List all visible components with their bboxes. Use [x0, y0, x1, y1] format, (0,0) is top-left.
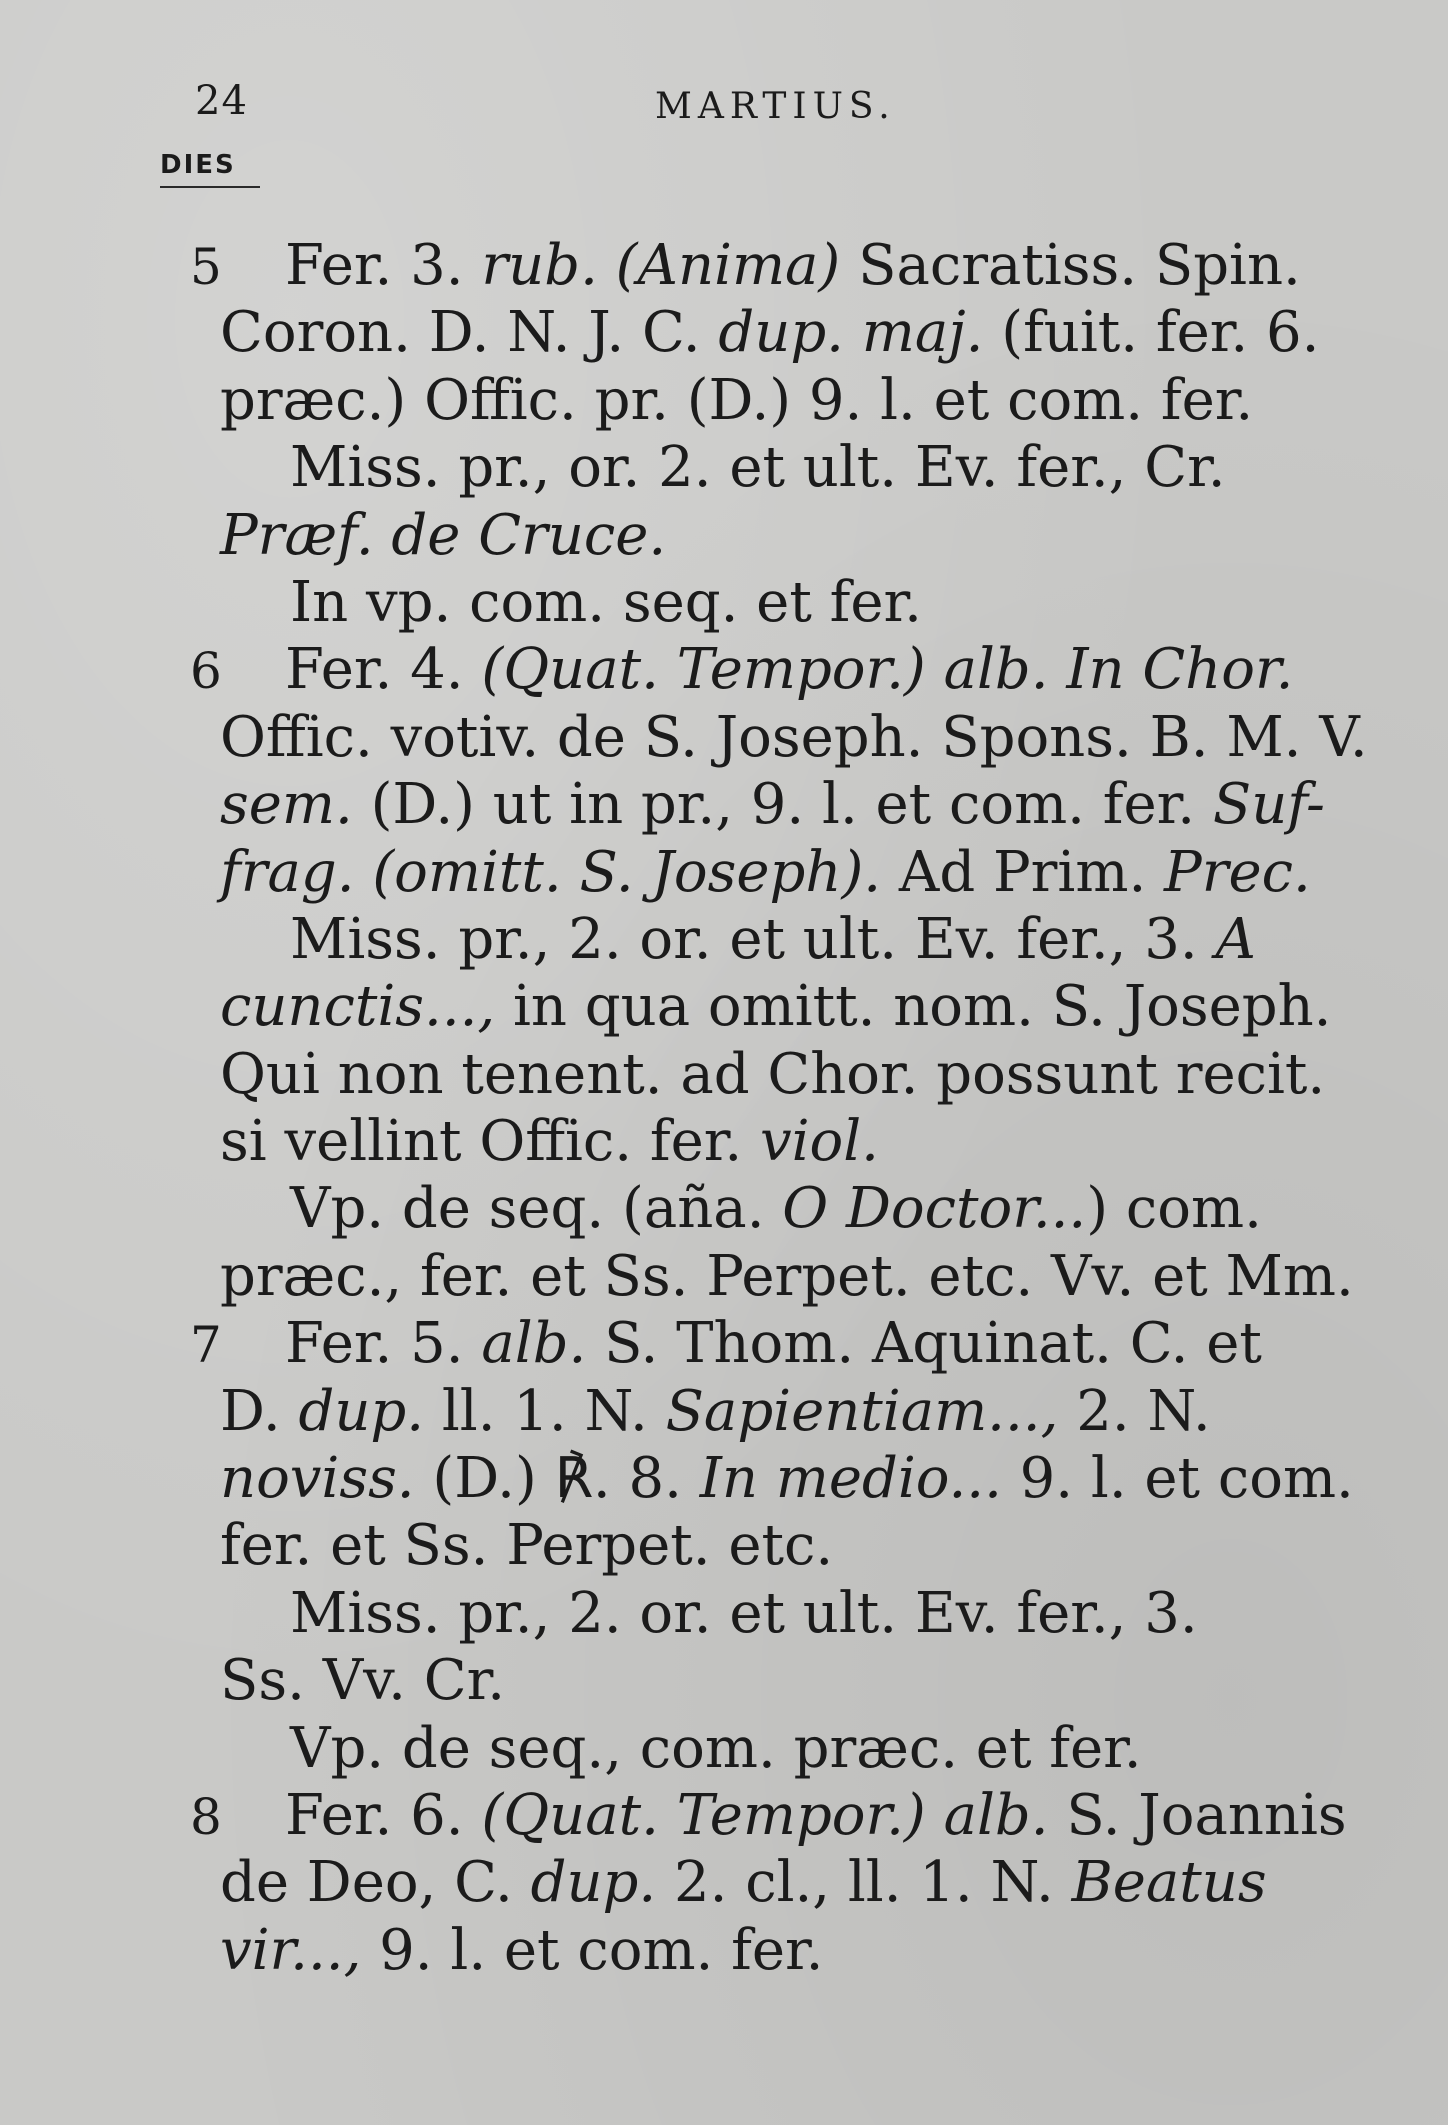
- entry-line: [190, 1108, 1390, 1175]
- page-header: [195, 78, 1305, 138]
- day-number: 6: [190, 642, 222, 701]
- italic-text: (Quat. Tempor.) alb.: [481, 1782, 1049, 1848]
- column-label-dies: DIES: [160, 150, 260, 188]
- italic-text: frag. (omitt. S. Joseph).: [220, 839, 882, 905]
- text-run: 2. cl., ll. 1. N.: [656, 1850, 1072, 1916]
- italic-text: Prec.: [1164, 839, 1311, 905]
- italic-text: dup.: [530, 1850, 657, 1916]
- entry-line: [190, 771, 1390, 838]
- entry-line: [190, 1715, 1390, 1782]
- text-run: Qui non tenent. ad Chor. possunt recit.: [220, 1041, 1326, 1107]
- text-run: de Deo, C.: [220, 1850, 531, 1916]
- text-run: Miss. pr., or. 2. et ult. Ev. fer., Cr.: [290, 435, 1226, 501]
- text-run: Ad Prim.: [881, 839, 1165, 905]
- text-run: Vp. de seq., com. præc. et fer.: [290, 1715, 1142, 1781]
- text-run: S. Thom. Aquinat. C. et: [586, 1311, 1262, 1377]
- page-number: 24: [195, 78, 248, 124]
- italic-text: dup. maj.: [718, 300, 984, 366]
- text-run: (fuit. fer. 6.: [983, 300, 1320, 366]
- text-run: Fer. 4.: [285, 637, 482, 703]
- entry-line: [190, 1310, 1390, 1377]
- entry-line: [190, 1378, 1390, 1445]
- entry-line: [190, 906, 1390, 973]
- text-run: (D.) ℟. 8.: [414, 1446, 700, 1512]
- italic-text: Suf-: [1212, 772, 1325, 838]
- italic-text: O Doctor...: [782, 1176, 1087, 1242]
- text-run: Coron. D. N. J. C.: [220, 300, 719, 366]
- italic-text: A: [1215, 906, 1256, 972]
- entry-line: [190, 502, 1390, 569]
- italic-text: noviss.: [220, 1446, 415, 1512]
- text-run: Fer. 5.: [285, 1311, 482, 1377]
- entry-line: [190, 1445, 1390, 1512]
- text-run: Fer. 6.: [285, 1782, 482, 1848]
- entry-line: [190, 1512, 1390, 1579]
- text-run: Vp. de seq. (aña.: [290, 1176, 783, 1242]
- entry-line: [190, 1647, 1390, 1714]
- entry-line: [190, 704, 1390, 771]
- text-run: fer. et Ss. Perpet. etc.: [220, 1513, 834, 1579]
- day-number: 5: [190, 238, 222, 296]
- entry-line: [190, 1849, 1390, 1916]
- text-run: Ss. Vv. Cr.: [220, 1648, 506, 1714]
- text-run: præc., fer. et Ss. Perpet. etc. Vv. et Mm.: [220, 1243, 1354, 1309]
- entry-line: [190, 1782, 1390, 1849]
- text-run: Fer. 3.: [285, 233, 482, 298]
- text-run: Sacratiss. Spin.: [840, 233, 1301, 298]
- text-run: ) com.: [1086, 1176, 1262, 1242]
- italic-text: dup.: [298, 1378, 425, 1444]
- text-run: ll. 1. N.: [424, 1378, 666, 1444]
- italic-text: alb.: [481, 1311, 587, 1377]
- italic-text: Præf. de Cruce.: [220, 502, 667, 568]
- day-number: 7: [190, 1316, 222, 1375]
- entry-line: [190, 232, 1390, 299]
- entry-line: [190, 1917, 1390, 1984]
- italic-text: cunctis...,: [220, 974, 496, 1040]
- running-title: MARTIUS.: [655, 86, 896, 127]
- entry-line: [190, 839, 1390, 906]
- text-run: si vellint Offic. fer.: [220, 1109, 760, 1175]
- entry-line: [190, 1580, 1390, 1647]
- entry-line: [190, 1175, 1390, 1242]
- italic-text: Beatus: [1071, 1850, 1267, 1916]
- text-run: in qua omitt. nom. S. Joseph.: [495, 974, 1332, 1040]
- text-run: S. Joannis: [1048, 1782, 1347, 1848]
- text-run: Miss. pr., 2. or. et ult. Ev. fer., 3.: [290, 906, 1216, 972]
- italic-text: viol.: [759, 1109, 879, 1175]
- italic-text: Sapientiam...,: [665, 1378, 1059, 1444]
- day-number: 8: [190, 1787, 222, 1846]
- text-run: 9. l. et com.: [1001, 1446, 1354, 1512]
- entry-line: [190, 367, 1390, 434]
- entry-line: [190, 973, 1390, 1040]
- day-entry: [190, 232, 1390, 636]
- calendar-entries: [190, 232, 1390, 1984]
- day-entry: [190, 1782, 1390, 1984]
- entry-line: [190, 1243, 1390, 1310]
- text-run: D.: [220, 1378, 299, 1444]
- entry-line: [190, 1041, 1390, 1108]
- text-run: In vp. com. seq. et fer.: [290, 569, 922, 635]
- italic-text: In medio...: [699, 1446, 1002, 1512]
- text-run: 2. N.: [1058, 1378, 1211, 1444]
- entry-line: [190, 569, 1390, 636]
- italic-text: vir...,: [220, 1917, 362, 1983]
- entry-line: [190, 299, 1390, 366]
- italic-text: sem.: [220, 772, 353, 838]
- entry-line: [190, 636, 1390, 703]
- text-run: Offic. votiv. de S. Joseph. Spons. B. M. V.: [220, 704, 1368, 770]
- text-run: (D.) ut in pr., 9. l. et com. fer.: [352, 772, 1213, 838]
- day-entry: [190, 1310, 1390, 1782]
- text-run: Miss. pr., 2. or. et ult. Ev. fer., 3.: [290, 1580, 1198, 1646]
- entry-line: [190, 434, 1390, 501]
- text-run: præc.) Offic. pr. (D.) 9. l. et com. fer.: [220, 367, 1254, 433]
- italic-text: rub. (Anima): [481, 233, 841, 298]
- text-run: 9. l. et com. fer.: [361, 1917, 824, 1983]
- italic-text: (Quat. Tempor.) alb. In Chor.: [481, 637, 1294, 703]
- day-entry: [190, 636, 1390, 1310]
